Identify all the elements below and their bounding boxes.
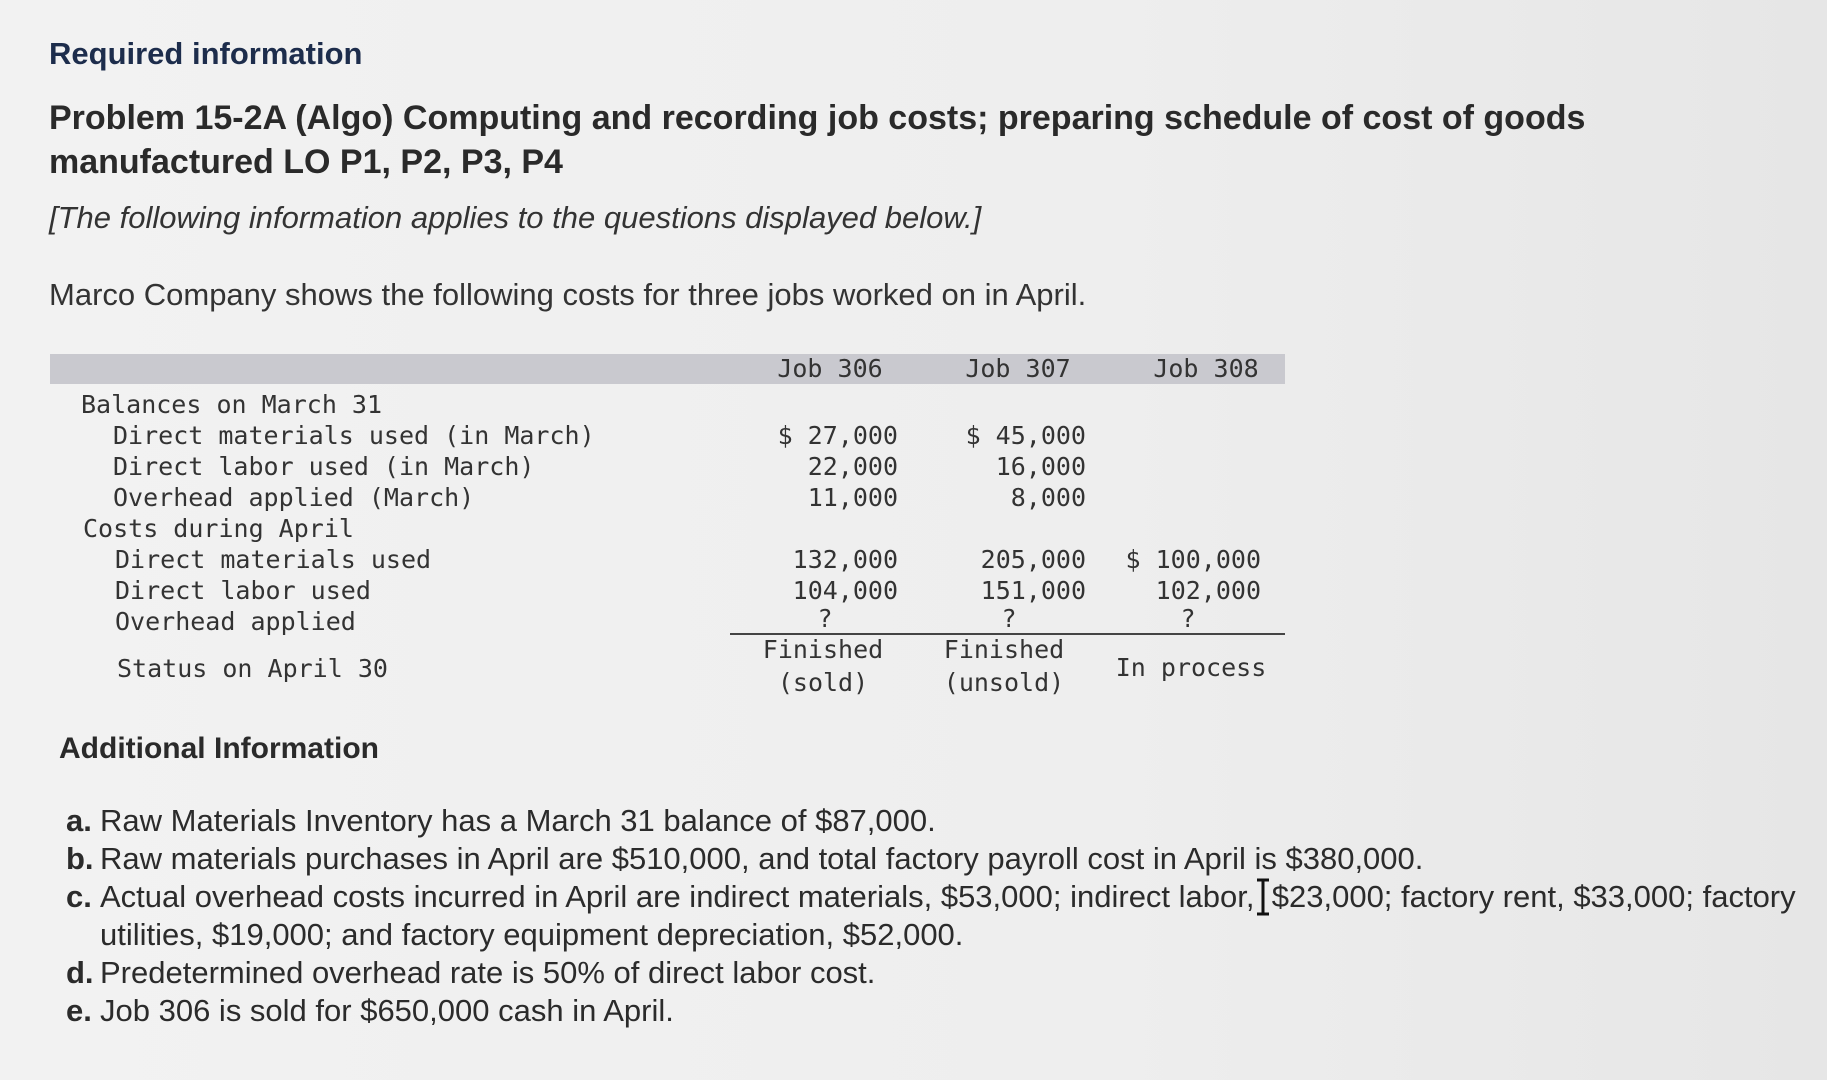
list-item-letter: b. [66,841,94,876]
row-label-dl-april: Direct labor used [115,576,371,605]
table-header-bar [50,354,1285,384]
cell-dm-april-308: $ 100,000 [1125,545,1261,574]
problem-title: Problem 15-2A (Algo) Computing and recording job costs; preparing schedule of cost of goods manufactured LO P1, P2, P3, P4 [49,99,1586,181]
info-note: [The following information applies to the questions displayed below.] [49,200,982,235]
cell-dl-april-306: 104,000 [792,576,898,605]
list-item-letter: e. [66,993,92,1028]
list-item-text: Raw Materials Inventory has a March 31 balance of $87,000. [100,803,936,838]
cell-oh-april-306: ? [817,604,833,633]
list-item-letter: c. [66,879,92,914]
cell-dl-march-306: 22,000 [807,452,898,481]
cell-oh-april-308: ? [1180,604,1196,633]
status-job-306-line2: (sold) [777,668,869,697]
status-job-308 [1106,651,1276,684]
column-header-job-306: Job 306 [777,354,883,383]
status-job-306 [738,633,908,699]
list-item-e [66,992,1806,1030]
cell-dm-march-307: $ 45,000 [965,421,1086,450]
list-item-a [66,802,1806,840]
cell-oh-march-306: 11,000 [807,483,898,512]
additional-information-heading: Additional Information [59,732,379,765]
row-label-oh-april: Overhead applied [115,607,356,636]
cell-dm-april-306: 132,000 [792,545,898,574]
list-item-text: Predetermined overhead rate is 50% of direct labor cost. [100,955,876,990]
cell-dm-april-307: 205,000 [980,545,1086,574]
list-item-text-part1: Actual overhead costs incurred in April are indirect materials, $53,000; indirect labor, [100,879,1255,914]
list-item-text: Job 306 is sold for $650,000 cash in April. [100,993,674,1028]
row-label-dm-march: Direct materials used (in March) [113,421,595,450]
list-item-letter: a. [66,803,92,838]
list-item-text [100,878,1806,954]
list-item-text-part2: $23,000; factory rent, $33,000; factory utilities, $19,000; and factory equipment depreciation, $52,000. [100,879,1796,952]
row-label-oh-march: Overhead applied (March) [113,483,475,512]
row-label-dl-march: Direct labor used (in March) [113,452,535,481]
required-information-heading: Required information [49,36,363,71]
list-item-c [66,878,1806,954]
status-job-307 [919,633,1089,699]
additional-information-list [66,802,1806,1030]
row-label-status: Status on April 30 [117,654,388,683]
cell-oh-april-307: ? [1001,604,1017,633]
cell-dl-march-307: 16,000 [995,452,1086,481]
status-job-307-line1: Finished [943,635,1065,664]
column-header-job-308: Job 308 [1153,354,1259,383]
intro-text: Marco Company shows the following costs for three jobs worked on in April. [49,277,1087,312]
section-label-costs-april: Costs during April [83,514,354,543]
cell-dl-april-308: 102,000 [1155,576,1261,605]
row-label-dm-april: Direct materials used [115,545,432,574]
status-job-308-line1: In process [1115,653,1267,682]
section-label-balances: Balances on March 31 [81,390,383,419]
list-item-b [66,840,1806,878]
status-job-307-line2: (unsold) [943,668,1065,697]
cell-dm-march-306: $ 27,000 [777,421,898,450]
column-header-job-307: Job 307 [965,354,1071,383]
cell-oh-march-307: 8,000 [1010,483,1086,512]
list-item-text: Raw materials purchases in April are $510,000, and total factory payroll cost in April is $380,000. [100,841,1424,876]
cell-dl-april-307: 151,000 [980,576,1086,605]
status-job-306-line1: Finished [762,635,884,664]
list-item-letter: d. [66,955,94,990]
list-item-d [66,954,1806,992]
